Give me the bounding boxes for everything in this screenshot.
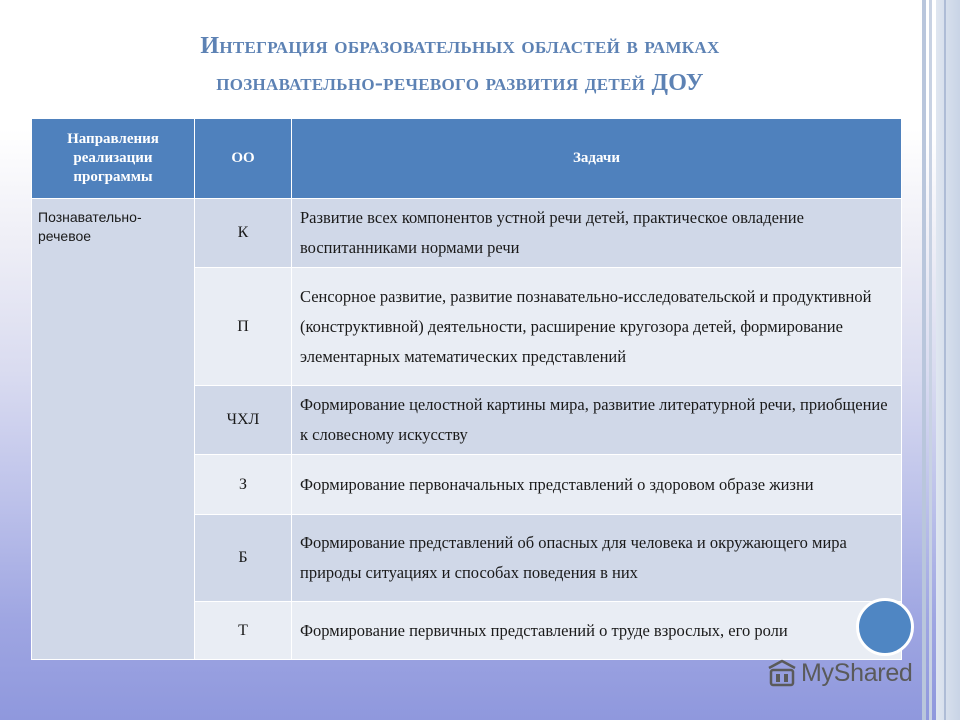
header-directions: Направления реализации программы [32,119,195,199]
slide-title-line-1: Интеграция образовательных областей в рамках [200,33,720,59]
task-cell: Формирование представлений об опасных для человека и окружающего мира природы ситуациях и способах поведения в них [292,515,902,602]
oo-cell: Т [195,602,292,660]
header-tasks: Задачи [292,119,902,199]
oo-cell: П [195,268,292,386]
watermark-text: MyShared [801,658,913,687]
myshared-watermark [766,656,913,690]
task-cell: Развитие всех компонентов устной речи детей, практическое овладение воспитанниками нормами речи [292,199,902,268]
task-cell: Формирование первоначальных представлений о здоровом образе жизни [292,455,902,515]
oo-cell: З [195,455,292,515]
oo-cell: ЧХЛ [195,386,292,455]
integration-table [31,118,902,660]
table-header-row [32,119,902,199]
task-cell: Сенсорное развитие, развитие познавательно-исследовательской и продуктивной (конструктивной) деятельности, расширение кругозора детей, формирование элементарных математических представлений [292,268,902,386]
decor-stripe [944,0,946,720]
oo-cell: К [195,199,292,268]
slide-title-line-2: познавательно-речевого развития детей ДОУ [216,70,704,96]
decor-stripe [936,0,960,720]
direction-cell: Познавательно-речевое [32,199,195,660]
decor-stripe [929,0,932,720]
accent-circle [856,598,914,656]
oo-cell: Б [195,515,292,602]
slide-title [60,28,860,102]
task-cell: Формирование первичных представлений о труде взрослых, его роли [292,602,902,660]
table-row [32,199,902,268]
task-cell: Формирование целостной картины мира, развитие литературной речи, приобщение к словесному искусству [292,386,902,455]
myshared-logo-icon [766,658,798,688]
header-oo: ОО [195,119,292,199]
decor-stripe [922,0,926,720]
